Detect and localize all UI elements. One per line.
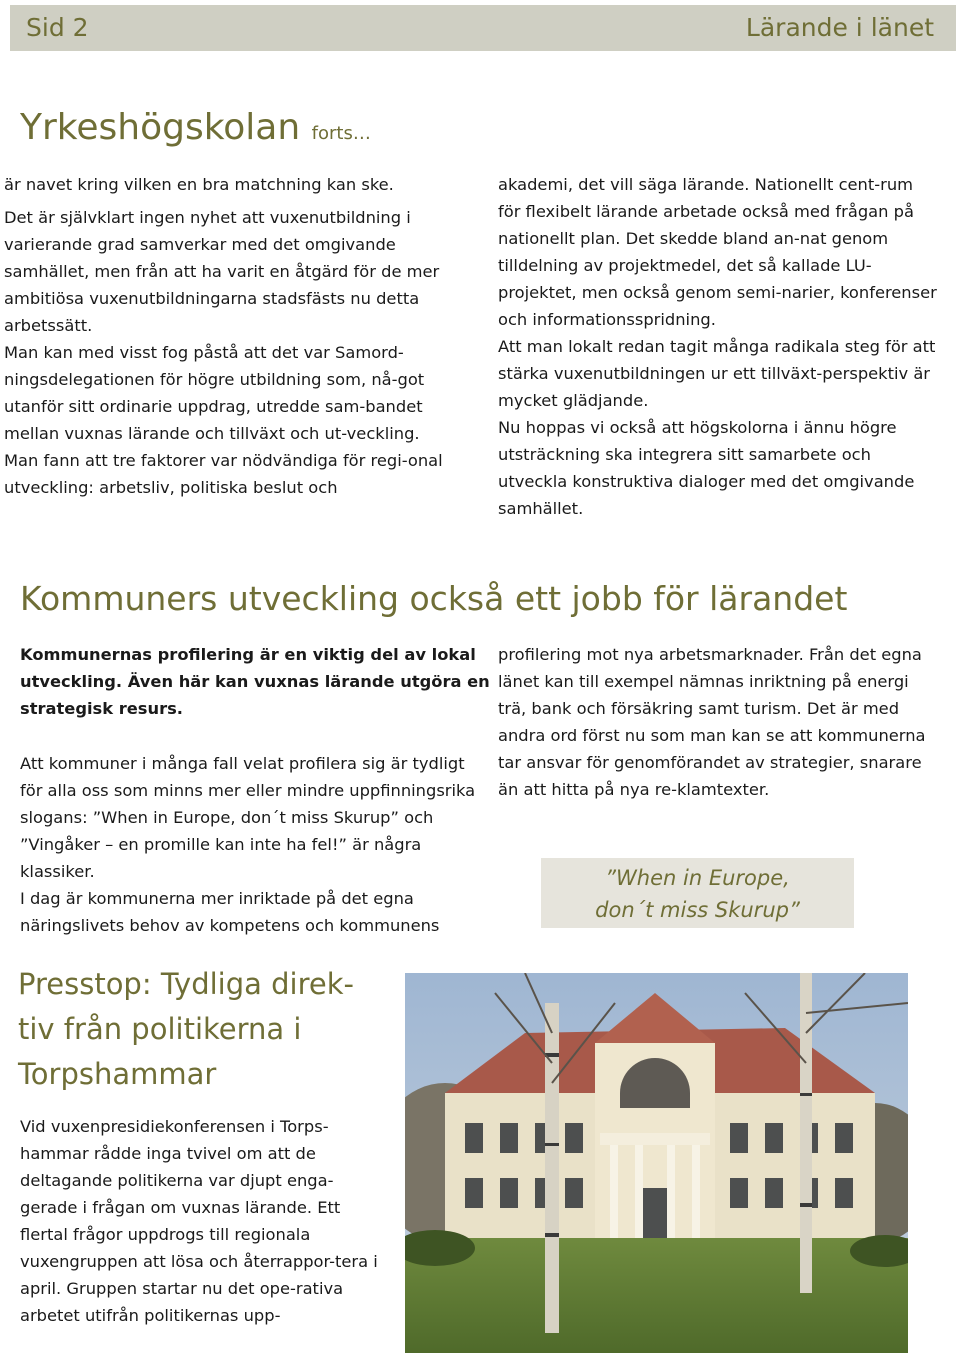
title-line: Torpshammar [18, 1057, 217, 1091]
paragraph: Det är självklart ingen nyhet att vuxenutbildning i varierande grad samverkar med det omgivande samhället, men från att ha varit en åtgärd för de mer ambitiösa vuxenutbildningarna stadsfästs nu detta arbetssätt. [4, 208, 440, 335]
page-header-bar [10, 5, 956, 51]
presstop-title [18, 962, 378, 1097]
title-line: Presstop: Tydliga direk- [18, 967, 354, 1001]
article-column-right [498, 171, 938, 522]
manor-house-photo [405, 973, 908, 1353]
article-column-left [4, 171, 464, 501]
paragraph: profilering mot nya arbetsmarknader. Från det egna länet kan till exempel nämnas inriktning på energi trä, bank och försäkring samt turism. Det är med andra ord först nu som man kan se att kommunerna tar ansvar för genomförandet av strategier, snarare än att hitta på nya re-klamtexter. [498, 645, 926, 799]
quote-line: don´t miss Skurup” [595, 898, 800, 922]
section-title-suffix: forts… [311, 123, 371, 144]
paragraph: akademi, det vill säga lärande. Nationellt cent-rum för flexibelt lärande arbetade också med frågan på nationellt plan. Det skedde bland an-nat genom tilldelning av projektmedel, det så kallade LU-projektet, men också genom semi-narier, konferenser och informationsspridning. [498, 175, 937, 329]
paragraph: är navet kring vilken en bra matchning kan ske. [4, 175, 394, 194]
article-column-left [20, 641, 490, 939]
paragraph: Nu hoppas vi också att högskolorna i ännu högre utsträckning ska integrera sitt samarbete och utveckla konstruktiva dialoger med det omgivande samhället. [498, 418, 915, 518]
paragraph: Man fann att tre faktorer var nödvändiga för regi-onal utveckling: arbetsliv, politiska beslut och [4, 451, 443, 497]
lead-paragraph: Kommunernas profilering är en viktig del av lokal utveckling. Även här kan vuxnas lärande utgöra en strategisk resurs. [20, 645, 490, 718]
publication-title: Lärande i länet [745, 13, 934, 42]
paragraph: I dag är kommunerna mer inriktade på det egna näringslivets behov av kompetens och kommunens [20, 889, 440, 935]
page-number: Sid 2 [26, 13, 89, 42]
quote-line: ”When in Europe, [605, 866, 790, 890]
section-title-yrkeshogskolan [20, 107, 371, 148]
paragraph: Vid vuxenpresidiekonferensen i Torps-hammar rådde inga tvivel om att de deltagande politikerna var djupt enga-gerade i frågan om vuxnas lärande. Ett flertal frågor uppdrogs till regionala vuxengruppen att lösa och återrappor-tera i april. Gruppen startar nu det ope-rativa arbetet utifrån politikernas upp- [20, 1117, 378, 1325]
presstop-body [20, 1113, 380, 1329]
title-line: tiv från politikerna i [18, 1012, 302, 1046]
paragraph: Att man lokalt redan tagit många radikala steg för att stärka vuxenutbildningen ur ett tillväxt-perspektiv är mycket glädjande. [498, 337, 936, 410]
section-title-text: Yrkeshögskolan [20, 107, 301, 148]
paragraph: Att kommuner i många fall velat profilera sig är tydligt för alla oss som minns mer eller mindre uppfinningsrika slogans: ”When in Europe, don´t miss Skurup” och ”Vingåker – en promille kan inte ha fel!” är några klassiker. [20, 754, 476, 881]
article-column-right [498, 641, 928, 803]
pull-quote [541, 858, 854, 928]
paragraph: Man kan med visst fog påstå att det var Samord-ningsdelegationen för högre utbildning som, nå-got utanför sitt ordinarie uppdrag, utredde sam-bandet mellan vuxnas lärande och tillväxt och ut-veckling. [4, 343, 425, 443]
manor-house-illustration [405, 973, 908, 1353]
section-title-kommuner: Kommuners utveckling också ett jobb för lärandet [20, 579, 848, 618]
